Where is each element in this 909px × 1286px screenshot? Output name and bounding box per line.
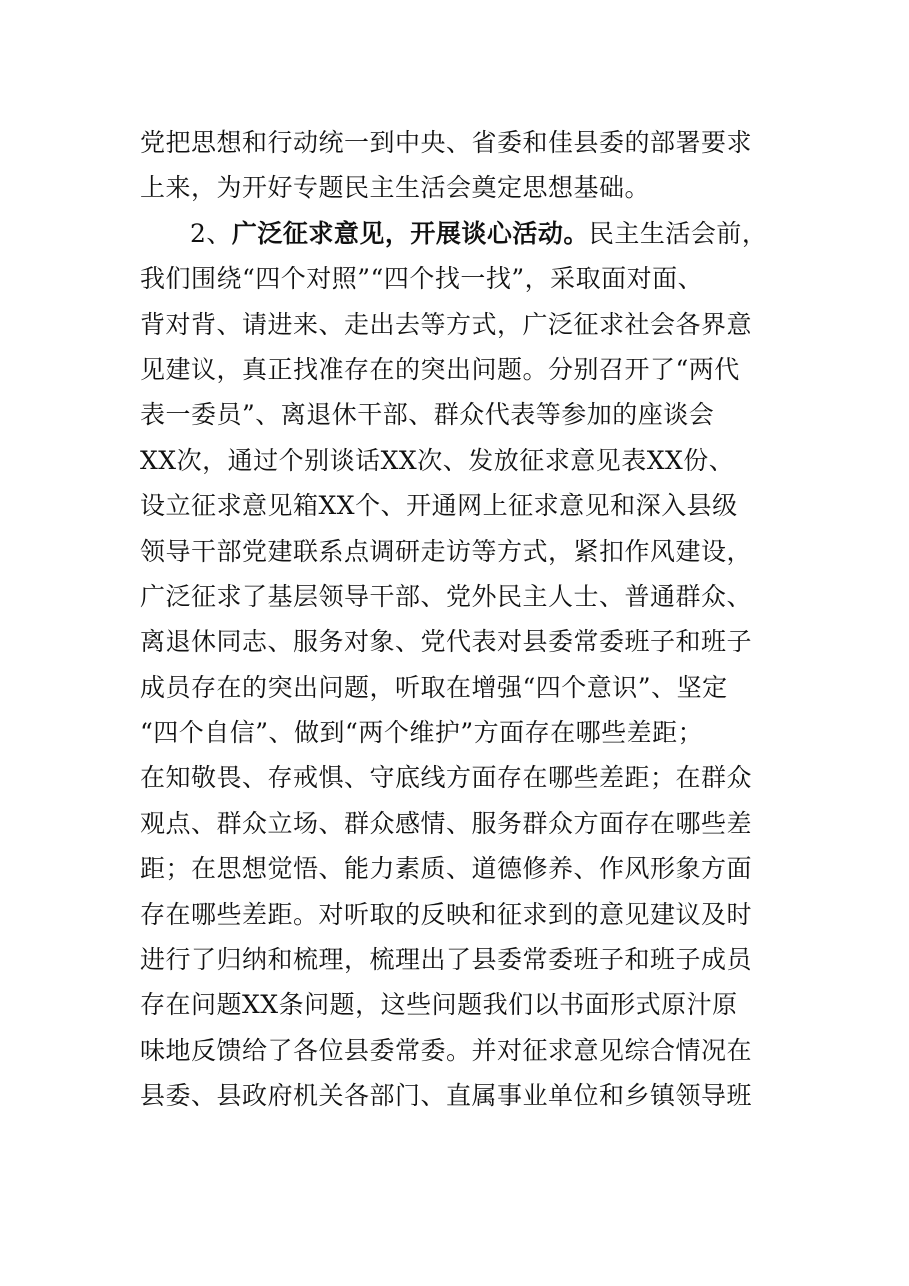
text-line: XX次，通过个别谈话XX次、发放征求意见表XX份、 <box>140 445 735 475</box>
body-text <box>140 120 790 1119</box>
text-line: 县委、县政府机关各部门、直属事业单位和乡镇领导班 <box>140 1081 753 1111</box>
text-line: 领导干部党建联系点调研走访等方式，紧扣作风建设， <box>140 536 753 566</box>
text-line: 背对背、请进来、走出去等方式，广泛征求社会各界意 <box>140 309 753 339</box>
section-heading-rest: 民主生活会前， <box>588 218 768 248</box>
text-line: 广泛征求了基层领导干部、党外民主人士、普通群众、 <box>140 581 753 611</box>
text-line: 距；在思想觉悟、能力素质、道德修养、作风形象方面 <box>140 854 753 884</box>
text-line: “四个自信”、做到“两个维护”方面存在哪些差距； <box>140 718 704 748</box>
text-line: 上来，为开好专题民主生活会奠定思想基础。 <box>140 173 651 203</box>
text-line: 设立征求意见箱XX个、开通网上征求意见和深入县级 <box>140 491 738 521</box>
text-line: 表一委员”、离退休干部、群众代表等参加的座谈会 <box>140 400 715 430</box>
text-line: 进行了归纳和梳理，梳理出了县委常委班子和班子成员 <box>140 945 753 975</box>
text-line: 党把思想和行动统一到中央、省委和佳县委的部署要求 <box>140 128 753 157</box>
section-heading-line <box>140 211 790 256</box>
section-heading: 广泛征求意见，开展谈心活动。 <box>231 218 589 248</box>
text-line: 味地反馈给了各位县委常委。并对征求意见综合情况在 <box>140 1035 753 1065</box>
text-line: 见建议，真正找准存在的突出问题。分别召开了“两代 <box>140 354 740 384</box>
section-number: 2、 <box>190 218 232 248</box>
text-line: 我们围绕“四个对照”“四个找一找”，采取面对面、 <box>140 264 704 294</box>
text-line: 存在哪些差距。对听取的反映和征求到的意见建议及时 <box>140 899 753 929</box>
text-line: 离退休同志、服务对象、党代表对县委常委班子和班子 <box>140 627 753 657</box>
text-line: 在知敬畏、存戒惧、守底线方面存在哪些差距；在群众 <box>140 763 753 793</box>
text-line: 观点、群众立场、群众感情、服务群众方面存在哪些差 <box>140 808 753 838</box>
text-line: 存在问题XX条问题，这些问题我们以书面形式原汁原 <box>140 990 738 1020</box>
text-line: 成员存在的突出问题，听取在增强“四个意识”、坚定 <box>140 672 728 702</box>
